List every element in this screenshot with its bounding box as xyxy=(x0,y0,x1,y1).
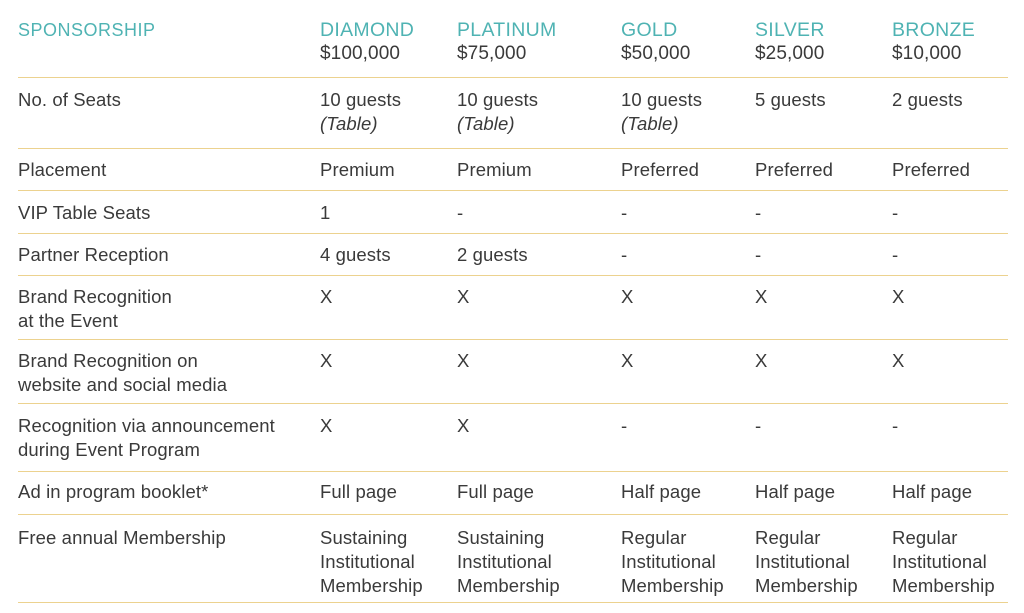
table-row-partner-reception xyxy=(18,234,1008,276)
table-cell: X xyxy=(457,286,470,307)
table-cell xyxy=(892,88,1008,148)
cell-line: Sustaining xyxy=(320,527,408,548)
row-label: Placement xyxy=(18,159,107,180)
cell-line: Membership xyxy=(320,575,423,596)
cell-sub: (Table) xyxy=(320,113,378,134)
row-label-line: website and social media xyxy=(18,374,228,395)
table-cell xyxy=(457,88,621,148)
cell-line: Membership xyxy=(755,575,858,596)
table-row-brand-event xyxy=(18,276,1008,340)
table-cell: X xyxy=(621,286,634,307)
cell-main: 10 guests xyxy=(320,89,402,110)
cell-sub: (Table) xyxy=(457,113,515,134)
row-label-line: Brand Recognition xyxy=(18,286,172,307)
cell-line: Sustaining xyxy=(457,527,545,548)
table-cell: - xyxy=(621,202,628,223)
row-label: VIP Table Seats xyxy=(18,202,151,223)
cell-line: Institutional xyxy=(892,551,987,572)
row-label: Ad in program booklet* xyxy=(18,481,209,502)
row-label xyxy=(18,349,320,403)
table-cell: - xyxy=(621,244,628,265)
row-label: No. of Seats xyxy=(18,89,122,110)
table-cell: X xyxy=(320,415,333,436)
table-cell: Half page xyxy=(892,481,973,502)
table-cell: 2 guests xyxy=(457,244,528,265)
tier-name: SILVER xyxy=(755,19,825,41)
cell-line: Membership xyxy=(892,575,995,596)
tier-name: DIAMOND xyxy=(320,19,415,41)
table-cell: Half page xyxy=(755,481,836,502)
table-header-row xyxy=(18,0,1008,78)
table-cell: Full page xyxy=(457,481,535,502)
cell-line: Institutional xyxy=(755,551,850,572)
table-row-announcement xyxy=(18,404,1008,472)
tier-price: $10,000 xyxy=(892,43,962,64)
table-cell: X xyxy=(892,350,905,371)
tier-bronze xyxy=(892,0,1008,77)
row-label-line: Recognition via announcement xyxy=(18,415,275,436)
tier-name: BRONZE xyxy=(892,19,976,41)
table-cell: - xyxy=(755,202,762,223)
table-cell: X xyxy=(621,350,634,371)
sponsorship-table xyxy=(18,0,1008,603)
tier-name: GOLD xyxy=(621,19,678,41)
sponsorship-heading: SPONSORSHIP xyxy=(18,20,156,40)
table-cell: - xyxy=(755,415,762,436)
table-row-placement xyxy=(18,149,1008,191)
header-label-cell xyxy=(18,0,320,77)
table-row-seats xyxy=(18,78,1008,149)
table-cell: Preferred xyxy=(621,159,700,180)
row-label: Partner Reception xyxy=(18,244,169,265)
table-cell: - xyxy=(892,202,899,223)
row-label: Free annual Membership xyxy=(18,527,226,548)
table-cell: Full page xyxy=(320,481,398,502)
tier-diamond xyxy=(320,0,457,77)
table-cell: X xyxy=(755,350,768,371)
tier-price: $50,000 xyxy=(621,43,691,64)
cell-main: 10 guests xyxy=(621,89,703,110)
row-label-line: at the Event xyxy=(18,310,118,331)
cell-line: Regular xyxy=(621,527,687,548)
table-cell: X xyxy=(892,286,905,307)
table-row-ad xyxy=(18,472,1008,515)
table-row-brand-web xyxy=(18,340,1008,404)
tier-name: PLATINUM xyxy=(457,19,557,41)
cell-main: 5 guests xyxy=(755,89,826,110)
table-cell: 1 xyxy=(320,202,331,223)
table-cell xyxy=(320,526,457,602)
table-cell: X xyxy=(457,415,470,436)
cell-line: Institutional xyxy=(320,551,415,572)
table-row-membership xyxy=(18,515,1008,603)
tier-price: $25,000 xyxy=(755,43,825,64)
table-cell xyxy=(621,526,755,602)
row-label-line: Brand Recognition on xyxy=(18,350,198,371)
table-cell xyxy=(892,526,1008,602)
tier-price: $75,000 xyxy=(457,43,527,64)
table-cell: X xyxy=(457,350,470,371)
row-label xyxy=(18,285,320,339)
cell-line: Regular xyxy=(755,527,821,548)
table-cell: X xyxy=(755,286,768,307)
table-cell xyxy=(755,526,892,602)
table-cell: - xyxy=(892,244,899,265)
table-cell: - xyxy=(621,415,628,436)
table-cell: - xyxy=(755,244,762,265)
table-cell xyxy=(755,88,892,148)
table-cell: Premium xyxy=(320,159,395,180)
table-cell: X xyxy=(320,286,333,307)
table-row-vip xyxy=(18,191,1008,234)
cell-line: Regular xyxy=(892,527,958,548)
cell-line: Membership xyxy=(457,575,560,596)
table-cell xyxy=(621,88,755,148)
table-cell: Preferred xyxy=(892,159,971,180)
table-cell: - xyxy=(457,202,464,223)
table-cell xyxy=(457,526,621,602)
cell-line: Membership xyxy=(621,575,724,596)
cell-main: 2 guests xyxy=(892,89,963,110)
table-cell: Premium xyxy=(457,159,532,180)
table-cell: Preferred xyxy=(755,159,834,180)
table-cell: 4 guests xyxy=(320,244,391,265)
row-label-line: during Event Program xyxy=(18,439,200,460)
table-cell: Half page xyxy=(621,481,702,502)
cell-line: Institutional xyxy=(457,551,552,572)
row-label xyxy=(18,414,320,471)
tier-gold xyxy=(621,0,755,77)
table-cell: - xyxy=(892,415,899,436)
cell-main: 10 guests xyxy=(457,89,539,110)
table-cell xyxy=(320,88,457,148)
tier-silver xyxy=(755,0,892,77)
tier-price: $100,000 xyxy=(320,43,401,64)
cell-sub: (Table) xyxy=(621,113,679,134)
tier-platinum xyxy=(457,0,621,77)
cell-line: Institutional xyxy=(621,551,716,572)
table-cell: X xyxy=(320,350,333,371)
